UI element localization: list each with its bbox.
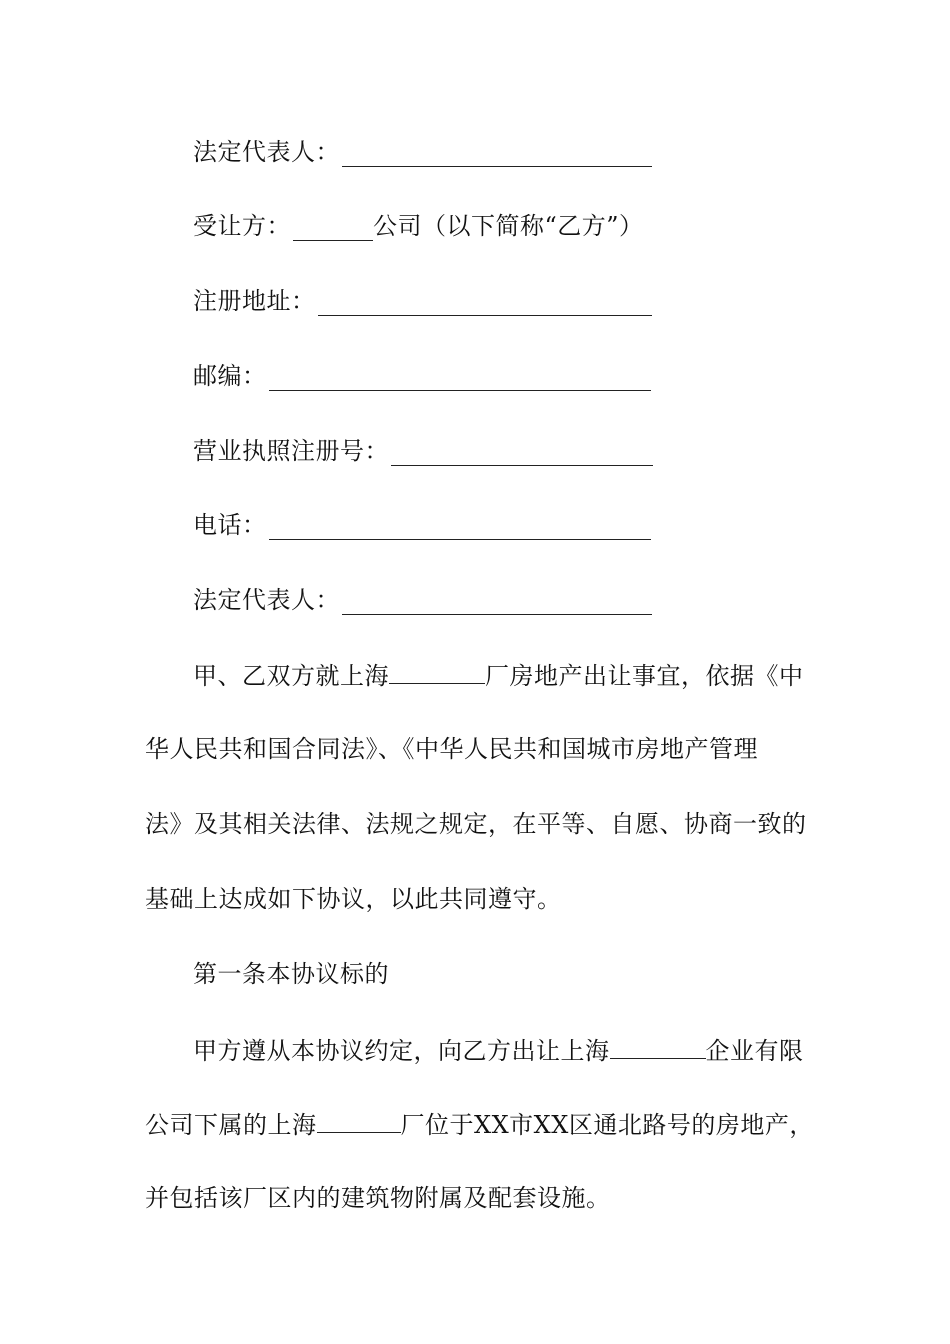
registered-address-label: 注册地址： [193,287,316,315]
enterprise-name-blank [610,1034,706,1059]
paragraph-2-line-1 [193,1034,804,1066]
paragraph-2-line-3: 并包括该厂区内的建筑物附属及配套设施。 [145,1184,611,1212]
assignee-company-blank [293,216,373,241]
assignee-row [193,211,644,241]
business-license-row [193,436,653,466]
postcode-label: 邮编： [193,362,267,390]
paragraph-1-line-1 [193,659,804,691]
phone-row [193,510,651,540]
paragraph-1-line-2: 华人民共和国合同法》、《中华人民共和国城市房地产管理 [145,735,758,763]
paragraph-2-line-1-part-b: 企业有限 [705,1037,804,1065]
business-license-blank [391,441,653,466]
registered-address-row [193,286,652,316]
legal-representative-blank-1 [342,142,652,167]
phone-label: 电话： [193,511,267,539]
legal-representative-row-1 [193,137,652,167]
assignee-label: 受让方： [193,212,291,240]
paragraph-2-line-2-part-a: 公司下属的上海 [145,1111,317,1139]
registered-address-blank [318,291,652,316]
assignee-company-suffix: 公司（以下简称“乙方”） [373,212,644,240]
paragraph-1-line-1-part-b: 厂房地产出让事宜，依据《中 [485,662,804,690]
postcode-row [193,361,651,391]
paragraph-2-line-2 [145,1108,814,1140]
paragraph-2-line-1-part-a: 甲方遵从本协议约定，向乙方出让上海 [193,1037,610,1065]
legal-representative-label-1: 法定代表人： [193,138,340,166]
article-1-title: 第一条本协议标的 [193,960,389,988]
paragraph-2-line-2-part-b: 厂位于XX市XX区通北路号的房地产， [400,1111,814,1139]
postcode-blank [269,366,651,391]
paragraph-1-line-1-part-a: 甲、乙双方就上海 [193,662,389,690]
legal-representative-label-2: 法定代表人： [193,586,340,614]
paragraph-1-line-3: 法》及其相关法律、法规之规定，在平等、自愿、协商一致的 [145,810,807,838]
factory-name-blank-1 [389,659,485,684]
paragraph-1-line-4: 基础上达成如下协议，以此共同遵守。 [145,885,562,913]
factory-name-blank-2 [317,1108,401,1133]
phone-blank [269,515,651,540]
legal-representative-blank-2 [342,590,652,615]
business-license-label: 营业执照注册号： [193,437,389,465]
legal-representative-row-2 [193,585,652,615]
